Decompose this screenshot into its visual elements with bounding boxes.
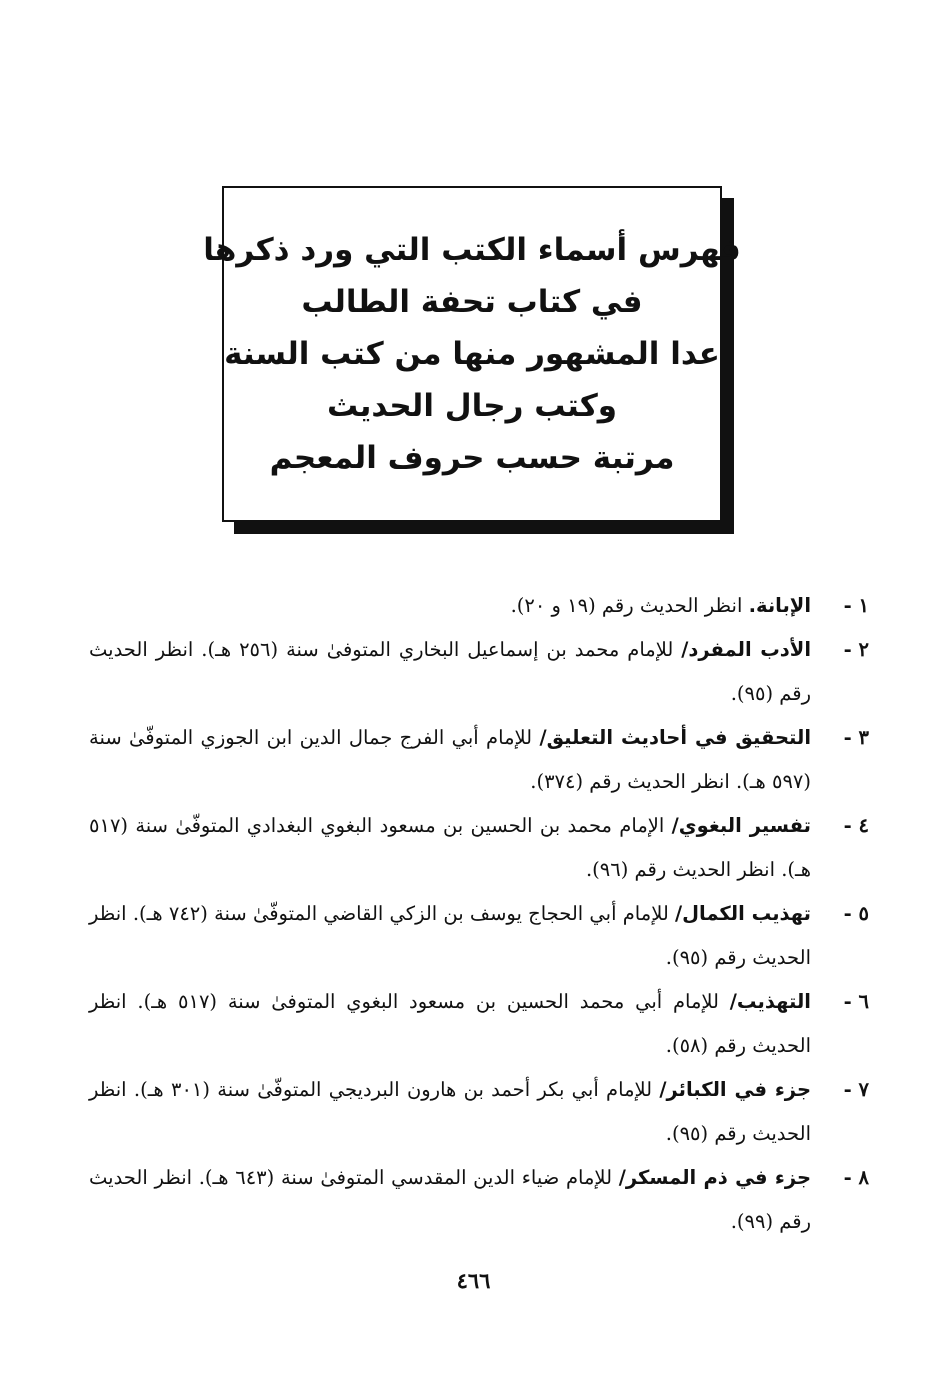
entry-title: الإبانة.: [748, 594, 811, 617]
entry-text: للإمام أبي الحجاج يوسف بن الزكي القاضي المتوفّىٰ سنة (٧٤٢ هـ). انظر الحديث رقم (٩٥).: [89, 902, 811, 969]
entry-number: ٧ -: [843, 1078, 869, 1101]
title-box: [203, 186, 741, 522]
title-line-1: فهرس أسماء الكتب التي ورد ذكرها: [203, 232, 741, 268]
title-line-4: وكتب رجال الحديث: [326, 388, 618, 424]
list-item: [89, 892, 869, 980]
entry-title: جزء في ذم المسكر/: [618, 1166, 811, 1189]
book-list: [89, 584, 869, 1244]
entry-number: ٥ -: [843, 902, 869, 925]
entry-title: تهذيب الكمال/: [674, 902, 811, 925]
list-item: [89, 584, 869, 628]
list-item: [89, 628, 869, 716]
entry-text: للإمام أبي الفرج جمال الدين ابن الجوزي المتوفّىٰ سنة (٥٩٧ هـ). انظر الحديث رقم (٣٧٤).: [89, 726, 811, 793]
list-item: [89, 1068, 869, 1156]
entry-title: جزء في الكبائر/: [659, 1078, 811, 1101]
entry-number: ٦ -: [843, 990, 869, 1013]
entry-title: تفسير البغوي/: [671, 814, 812, 837]
list-item: [89, 980, 869, 1068]
entry-title: الأدب المفرد/: [681, 638, 812, 661]
entry-text: الإمام محمد بن الحسين بن مسعود البغوي البغدادي المتوفّىٰ سنة (٥١٧ هـ). انظر الحديث رقم (٩٦).: [89, 814, 811, 881]
list-item: [89, 716, 869, 804]
entry-title: التهذيب/: [729, 990, 811, 1013]
entry-number: ١ -: [843, 594, 869, 617]
list-item: [89, 804, 869, 892]
page-number: ٤٦٦: [456, 1268, 491, 1293]
entry-text: للإمام ضياء الدين المقدسي المتوفىٰ سنة (٦٤٣ هـ). انظر الحديث رقم (٩٩).: [89, 1166, 811, 1233]
entry-text: انظر الحديث رقم (١٩ و ٢٠).: [510, 594, 749, 617]
entry-text: للإمام أبي محمد الحسين بن مسعود البغوي المتوفىٰ سنة (٥١٧ هـ). انظر الحديث رقم (٥٨).: [89, 990, 811, 1057]
entry-title: التحقيق في أحاديث التعليق/: [539, 726, 812, 749]
title-line-5: مرتبة حسب حروف المعجم: [269, 440, 675, 476]
entry-text: للإمام أبي بكر أحمد بن هارون البرديجي المتوفّىٰ سنة (٣٠١ هـ). انظر الحديث رقم (٩٥).: [89, 1078, 811, 1145]
list-item: [89, 1156, 869, 1244]
entry-number: ٤ -: [843, 814, 869, 837]
entry-number: ٢ -: [843, 638, 869, 661]
entry-number: ٣ -: [843, 726, 869, 749]
entry-text: للإمام محمد بن إسماعيل البخاري المتوفىٰ سنة (٢٥٦ هـ). انظر الحديث رقم (٩٥).: [89, 638, 811, 705]
title-line-2: في كتاب تحفة الطالب: [301, 284, 643, 320]
title-line-3: عدا المشهور منها من كتب السنة: [224, 336, 720, 372]
entry-number: ٨ -: [843, 1166, 869, 1189]
